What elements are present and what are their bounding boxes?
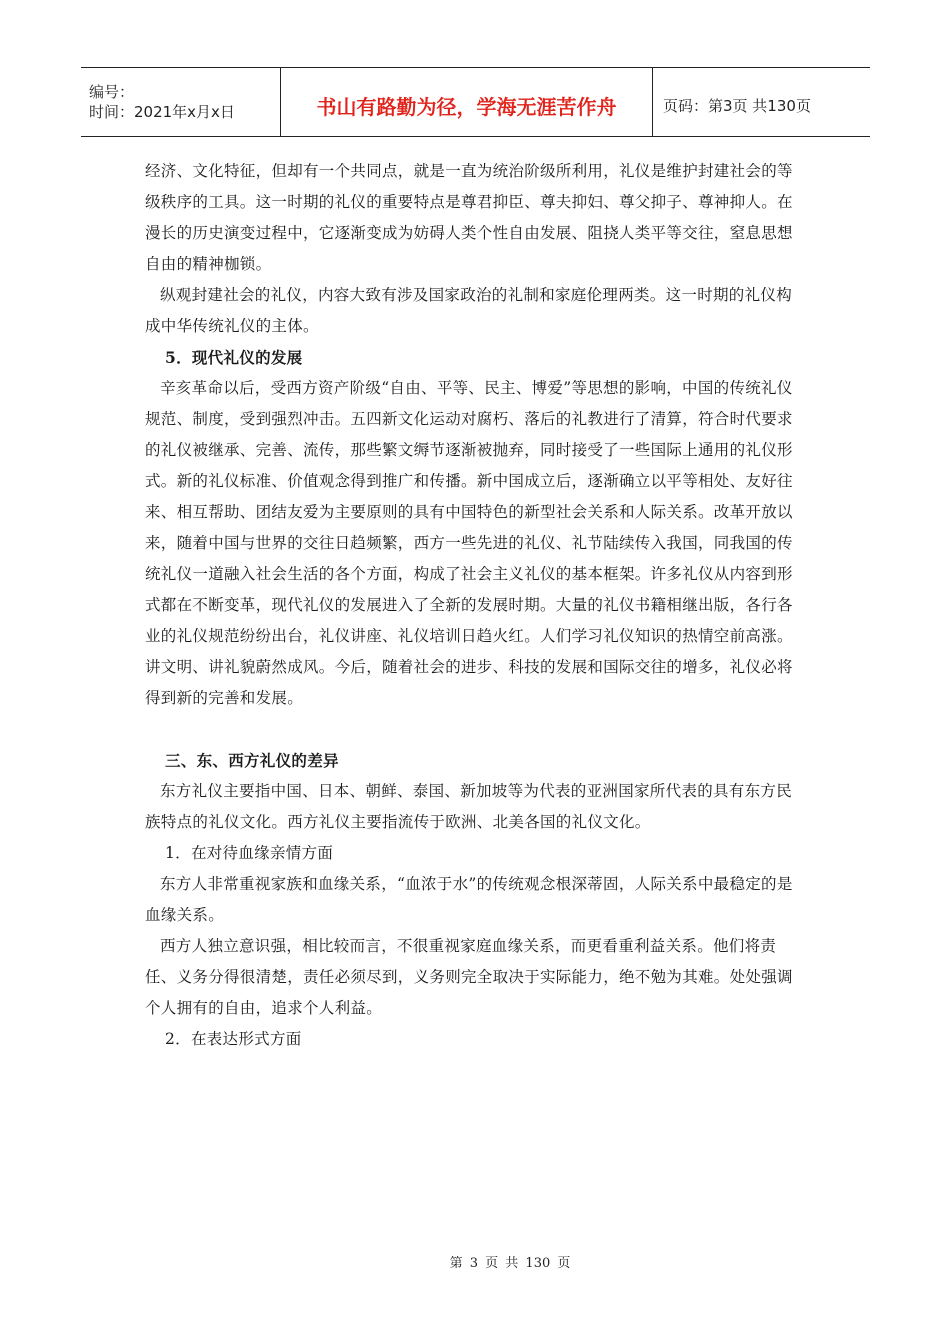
time-label: 时间：2021年x月x日	[89, 103, 235, 121]
number-label: 编号：	[89, 83, 135, 101]
page-info: 页码：第3页 共130页	[663, 96, 811, 115]
header-page-cell	[653, 68, 870, 136]
header-motto-cell	[281, 68, 653, 136]
chapter-heading: 三、东、西方礼仪的差异	[165, 751, 339, 770]
header-meta	[81, 68, 281, 136]
subsection-heading: 1．在对待血缘亲情方面	[165, 844, 334, 862]
paragraph: 辛亥革命以后，受西方资产阶级“自由、平等、民主、博爱”等思想的影响，中国的传统礼仪规范、制度，受到强烈冲击。五四新文化运动对腐朽、落后的礼教进行了清算，符合时代要求的礼仪被继承、完善、流传，那些繁文缛节逐渐被抛弃，同时接受了一些国际上通用的礼仪形式。新的礼仪标准、价值观念得到推广和传播。新中国成立后，逐渐确立以平等相处、友好往来、相互帮助、团结友爱为主要原则的具有中国特色的新型社会关系和人际关系。改革开放以来，随着中国与世界的交往日趋频繁，西方一些先进的礼仪、礼节陆续传入我国，同我国的传统礼仪一道融入社会生活的各个方面，构成了社会主义礼仪的基本框架。许多礼仪从内容到形式都在不断变革，现代礼仪的发展进入了全新的发展时期。大量的礼仪书籍相继出版，各行各业的礼仪规范纷纷出台，礼仪讲座、礼仪培训日趋火红。人们学习礼仪知识的热情空前高涨。讲文明、讲礼貌蔚然成风。今后，随着社会的进步、科技的发展和国际交往的增多，礼仪必将得到新的完善和发展。	[145, 379, 793, 707]
page-footer: 第 3 页 共 130 页	[449, 1256, 571, 1271]
document-body	[145, 156, 801, 1055]
paragraph: 东方人非常重视家族和血缘关系，“血浓于水”的传统观念根深蒂固，人际关系中最稳定的是血缘关系。	[145, 875, 793, 924]
paragraph: 西方人独立意识强，相比较而言，不很重视家庭血缘关系，而更看重利益关系。他们将责任、义务分得很清楚，责任必须尽到，义务则完全取决于实际能力，绝不勉为其难。处处强调个人拥有的自由，追求个人利益。	[145, 937, 793, 1017]
page-header	[81, 67, 870, 137]
paragraph: 东方礼仪主要指中国、日本、朝鲜、泰国、新加坡等为代表的亚洲国家所代表的具有东方民族特点的礼仪文化。西方礼仪主要指流传于欧洲、北美各国的礼仪文化。	[145, 782, 793, 831]
section-heading: 5．现代礼仪的发展	[165, 348, 303, 367]
paragraph: 纵观封建社会的礼仪，内容大致有涉及国家政治的礼制和家庭伦理两类。这一时期的礼仪构成中华传统礼仪的主体。	[145, 286, 793, 335]
motto-text: 书山有路勤为径，学海无涯苦作舟	[316, 94, 617, 119]
paragraph: 经济、文化特征，但却有一个共同点，就是一直为统治阶级所利用，礼仪是维护封建社会的等级秩序的工具。这一时期的礼仪的重要特点是尊君抑臣、尊夫抑妇、尊父抑子、尊神抑人。在漫长的历史演变过程中，它逐渐变成为妨碍人类个性自由发展、阻挠人类平等交往，窒息思想自由的精神枷锁。	[145, 162, 793, 273]
subsection-heading: 2．在表达形式方面	[165, 1030, 302, 1048]
spacer	[145, 714, 801, 745]
